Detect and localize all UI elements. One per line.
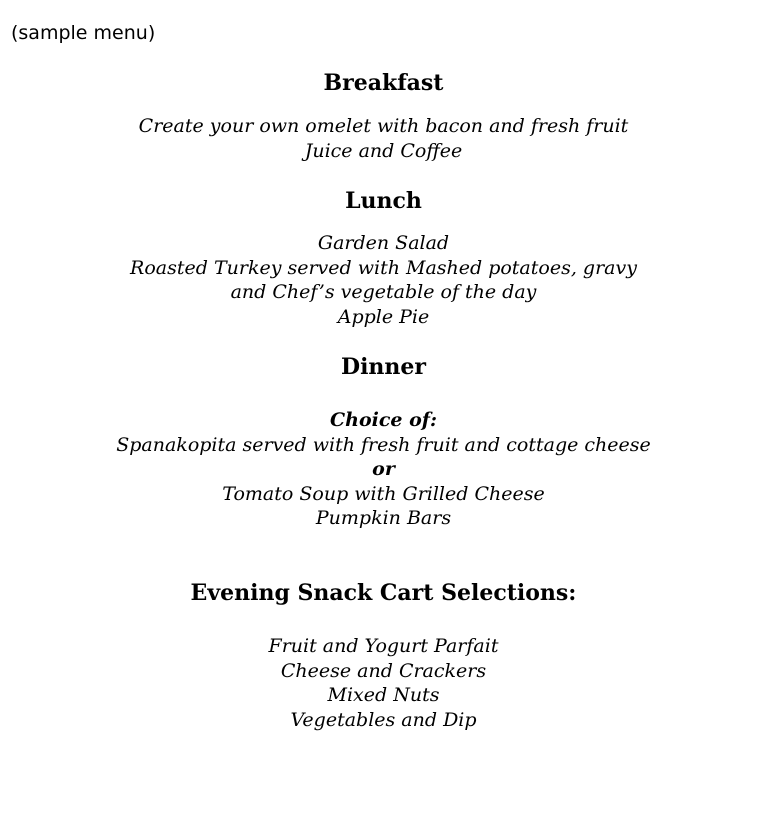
- dinner-items: [0, 408, 767, 531]
- dinner-option: Spanakopita served with fresh fruit and cottage cheese: [116, 433, 651, 456]
- snack-item: Cheese and Crackers: [280, 659, 487, 682]
- breakfast-item: Juice and Coffee: [304, 139, 463, 162]
- snack-items: [0, 634, 767, 732]
- dinner-option: Tomato Soup with Grilled Cheese: [222, 482, 545, 505]
- snack-item: Vegetables and Dip: [290, 708, 477, 731]
- lunch-items: [0, 231, 767, 329]
- lunch-item: Apple Pie: [337, 305, 430, 328]
- sample-menu-label: (sample menu): [11, 22, 156, 44]
- breakfast-items: [0, 114, 767, 163]
- snack-heading: Evening Snack Cart Selections:: [190, 580, 577, 606]
- breakfast-heading: Breakfast: [323, 70, 444, 96]
- dinner-or-label: or: [372, 458, 395, 480]
- lunch-heading: Lunch: [345, 188, 422, 214]
- dinner-heading-block: [0, 352, 767, 382]
- dinner-dessert: Pumpkin Bars: [315, 507, 452, 529]
- dinner-heading: Dinner: [340, 354, 426, 380]
- snack-item: Mixed Nuts: [327, 684, 440, 706]
- breakfast-heading-block: [0, 68, 767, 98]
- lunch-item: Garden Salad: [317, 232, 450, 254]
- snack-heading-block: [0, 578, 767, 608]
- lunch-item: and Chef’s vegetable of the day: [230, 281, 537, 303]
- lunch-heading-block: [0, 186, 767, 216]
- dinner-choice-label: Choice of:: [330, 409, 437, 431]
- snack-item: Fruit and Yogurt Parfait: [268, 635, 499, 657]
- lunch-item: Roasted Turkey served with Mashed potatoes, gravy: [130, 256, 637, 279]
- breakfast-item: Create your own omelet with bacon and fresh fruit: [138, 115, 629, 137]
